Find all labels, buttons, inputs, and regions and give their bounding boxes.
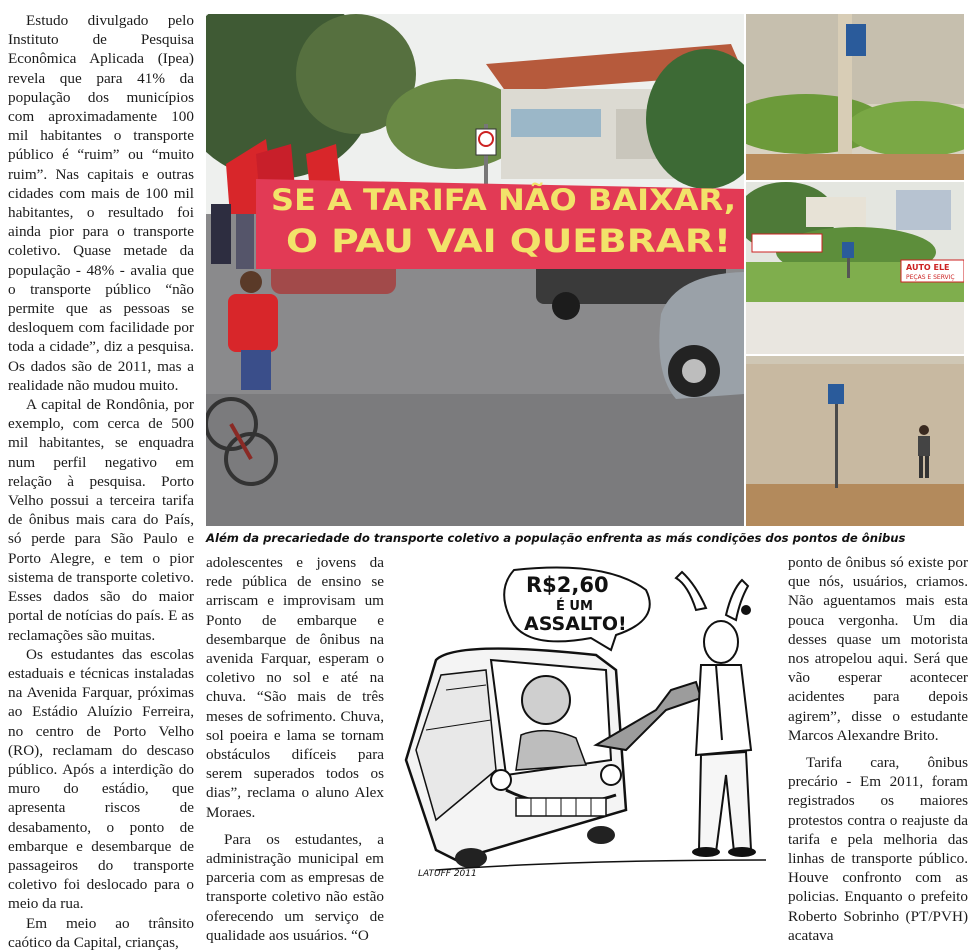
shop-sign: AUTO ELE <box>906 263 950 272</box>
paragraph: A capital de Rondônia, por exemplo, com cerca de 500 mil habitantes, se enquadra num perfil negativo em relação à pesquisa. Porto Velho possui a terceira tarifa de ônibus mais cara do País, só perde para São Paulo e Porto Alegre, e tem o pior sistema de transporte coletivo. Esses dados são do maior portal de notícias do país. E as reclamações são muitas. <box>8 396 194 644</box>
paragraph: Em meio ao trânsito caótico da Capital, crianças, <box>8 914 194 951</box>
paragraph: Estudo divulgado pelo Instituto de Pesquisa Econômica Aplicada (Ipea) revela que para 41% da população dos municípios com aproximadamente 100 mil habitantes o transporte público é “ruim” ou “muito ruim”. Nas capitais e outras cidades com mais de 100 mil habitantes, o resultado foi ainda pior para o transporte coletivo. Quase metade da população - 48% - avalia que o transporte público “não permite que as pessoas se desloquem com facilidade por toda a cidade”, diz a pesquisa. Os dados são de 2011, mas a realidade não mudou muito. <box>8 12 194 394</box>
article-column-middle <box>206 553 384 945</box>
bubble-line-2: É UM <box>556 599 593 614</box>
paragraph: Tarifa cara, ônibus precário - Em 2011, foram registrados os maiores protestos contra o reajuste da tarifa e pela melhoria das linhas de transporte público. Houve confronto com as policias. Enquanto o prefeito Roberto Sobrinho (PT/PVH) acatava <box>788 754 968 944</box>
banner-line-1: SE A TARIFA NÃO BAIXAR, <box>271 183 736 217</box>
article-column-right <box>788 553 968 945</box>
bubble-line-1: R$2,60 <box>526 573 609 597</box>
photo-caption: Além da precariedade do transporte coletivo a população enfrenta as más condições dos pontos de ônibus <box>206 531 906 545</box>
bus-stop-photo-top <box>746 14 964 180</box>
cartoon-signature: LATUFF 2011 <box>418 869 477 879</box>
cartoon-illustration <box>396 560 776 882</box>
bus-stop-photo-bottom <box>746 356 964 526</box>
bus-stop-photo-middle <box>746 182 964 354</box>
protest-photo <box>206 14 744 526</box>
banner-line-2: O PAU VAI QUEBRAR! <box>286 222 731 260</box>
paragraph: adolescentes e jovens da rede pública de ensino se arriscam e improvisam um Ponto de embarque e desembarque de ônibus na avenida Farquar, esperam o coletivo no sol e até na chuva. “São mais de três meses de sofrimento. Chuva, sol poeira e lama se tornam obstáculos difíceis para serem superados todos os dias”, reclama o aluno Alex Moraes. <box>206 554 384 821</box>
bubble-line-3: ASSALTO! <box>524 613 627 635</box>
paragraph: Os estudantes das escolas estaduais e técnicas instaladas na Avenida Farquar, próximas ao Estádio Aluízio Ferreira, no centro de Porto Velho (RO), reclamam do descaso público. Após a interdição do muro do estádio, que apresenta riscos de desabamento, o ponto de embarque e desembarque de passageiros do transporte coletivo foi deslocado para o meio da rua. <box>8 645 194 913</box>
paragraph: Para os estudantes, a administração municipal em parceria com as empresas de transporte coletivo não estão oferecendo um serviço de qualidade aos usuários. “O <box>206 830 384 944</box>
article-column-left <box>8 11 194 952</box>
paragraph: ponto de ônibus só existe por que nós, usuários, criamos. Não aguentamos mais esta pouca vergonha. Um dia desses quase um motorista nos atropelou aqui. Será que vão esperar acontecer acidentes para depois agirem”, disse o estudante Marcos Alexandre Brito. <box>788 554 968 744</box>
shop-sign-sub: PEÇAS E SERVIÇ <box>906 274 955 281</box>
